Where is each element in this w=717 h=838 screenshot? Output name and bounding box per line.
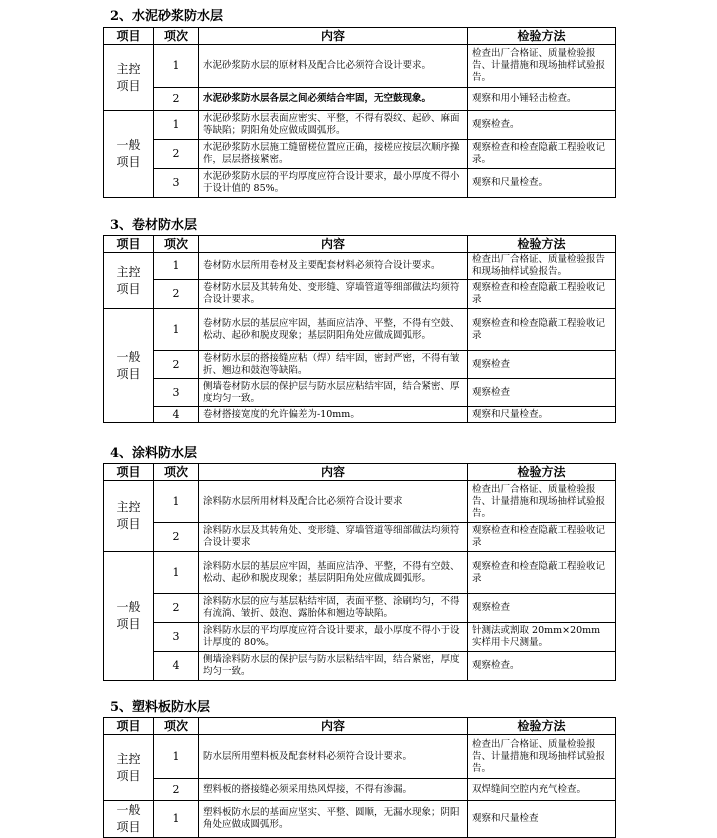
category-general-line1: 一般	[116, 349, 141, 364]
category-general-line2: 项目	[116, 617, 141, 631]
row-content: 防水层所用塑料板及配套材料必须符合设计要求。	[199, 735, 468, 779]
category-general	[104, 552, 154, 681]
table-coating	[103, 463, 616, 681]
row-content: 塑料板的搭接缝必须采用热风焊接，不得有渗漏。	[199, 779, 468, 801]
row-method: 观察检查	[468, 379, 616, 407]
row-method: 针测法或割取 20mm×20mm 实样用卡尺测量。	[468, 623, 616, 652]
row-method: 观察检查和检查隐蔽工程验收记录	[468, 552, 616, 594]
row-method: 观察和尺量检查	[468, 801, 616, 838]
header-method: 检验方法	[468, 718, 616, 735]
table-row	[104, 351, 616, 379]
table-header-row	[104, 28, 616, 45]
category-main-line1: 主控	[116, 500, 141, 514]
header-seq: 项次	[154, 236, 199, 253]
row-content: 水泥砂浆防水层的原材料及配合比必须符合设计要求。	[199, 45, 468, 88]
row-content: 水泥砂浆防水层施工缝留槎位置应正确，接槎应按层次顺序操作，层层搭接紧密。	[199, 140, 468, 169]
row-num: 2	[154, 523, 199, 552]
row-content: 侧墙卷材防水层的保护层与防水层应粘结牢固，结合紧密、厚度均匀一致。	[199, 379, 468, 407]
row-content: 水泥砂浆防水层表面应密实、平整，不得有裂纹、起砂、麻面等缺陷；阴阳角处应做成圆弧形。	[199, 111, 468, 140]
category-general-line2: 项目	[116, 366, 141, 381]
category-general	[104, 801, 154, 838]
row-num: 3	[154, 169, 199, 198]
table-mortar	[103, 27, 616, 198]
category-main-line1: 主控	[116, 751, 141, 766]
row-method: 检查出厂合格证、质量检验报告、计量措施和现场抽样试验报告。	[468, 735, 616, 779]
header-method: 检验方法	[468, 236, 616, 253]
row-num: 3	[154, 379, 199, 407]
row-num: 1	[154, 253, 199, 280]
table-row	[104, 253, 616, 280]
table-row	[104, 779, 616, 801]
table-row	[104, 379, 616, 407]
row-num: 1	[154, 801, 199, 838]
table-row	[104, 111, 616, 140]
table-header-row	[104, 464, 616, 481]
category-main-line2: 项目	[116, 78, 141, 93]
table-row	[104, 552, 616, 594]
table-row	[104, 594, 616, 623]
category-general-line1: 一般	[116, 600, 141, 614]
header-method: 检验方法	[468, 464, 616, 481]
header-content: 内容	[199, 464, 468, 481]
row-num: 4	[154, 652, 199, 681]
row-method: 双焊缝间空腔内充气检查。	[468, 779, 616, 801]
header-item: 项目	[104, 464, 154, 481]
row-num: 1	[154, 481, 199, 523]
category-main	[104, 45, 154, 111]
row-content: 卷材防水层及其转角处、变形缝、穿墙管道等细部做法均须符合设计要求。	[199, 280, 468, 309]
row-method: 观察检查和检查隐蔽工程验收记录	[468, 309, 616, 351]
table-row	[104, 88, 616, 111]
header-content: 内容	[199, 28, 468, 45]
section-title-mortar: 2、水泥砂浆防水层	[110, 9, 224, 24]
row-method: 观察检查和检查隐蔽工程验收记录	[468, 280, 616, 309]
row-content: 侧墙涂料防水层的保护层与防水层粘结牢固，结合紧密，厚度均匀一致。	[199, 652, 468, 681]
table-row	[104, 45, 616, 88]
header-seq: 项次	[154, 718, 199, 735]
row-num: 2	[154, 594, 199, 623]
table-row	[104, 280, 616, 309]
table-header-row	[104, 718, 616, 735]
row-content: 卷材防水层所用卷材及主要配套材料必须符合设计要求。	[199, 253, 468, 280]
category-general-line2: 项目	[116, 820, 141, 834]
header-seq: 项次	[154, 464, 199, 481]
table-row	[104, 623, 616, 652]
row-content: 卷材搭接宽度的允许偏差为-10mm。	[199, 407, 468, 423]
table-row	[104, 169, 616, 198]
row-content: 涂料防水层所用材料及配合比必须符合设计要求	[199, 481, 468, 523]
table-header-row	[104, 236, 616, 253]
row-content: 涂料防水层的应与基层粘结牢固，表面平整、涂刷均匀，不得有流淌、皱折、鼓泡、露胎体和翘边等缺陷。	[199, 594, 468, 623]
row-num: 1	[154, 45, 199, 88]
section-title-membrane: 3、卷材防水层	[110, 218, 198, 233]
row-method: 观察和尺量检查。	[468, 169, 616, 198]
category-main	[104, 735, 154, 801]
category-main-line2: 项目	[116, 768, 141, 783]
category-general-line1: 一般	[116, 803, 141, 817]
row-num: 1	[154, 735, 199, 779]
row-method: 检查出厂合格证、质量检验报告、计量措施和现场抽样试验报告。	[468, 481, 616, 523]
row-method: 观察检查。	[468, 652, 616, 681]
section-title-coating: 4、涂料防水层	[110, 446, 198, 461]
table-row	[104, 801, 616, 838]
row-num: 2	[154, 351, 199, 379]
table-row	[104, 481, 616, 523]
row-content: 卷材防水层的搭接缝应粘（焊）结牢固，密封严密，不得有皱折、翘边和鼓泡等缺陷。	[199, 351, 468, 379]
row-method: 观察检查	[468, 351, 616, 379]
table-row	[104, 407, 616, 423]
row-num: 1	[154, 309, 199, 351]
row-method: 观察检查和检查隐蔽工程验收记录。	[468, 140, 616, 169]
row-method: 观察检查。	[468, 111, 616, 140]
table-row	[104, 523, 616, 552]
table-membrane	[103, 235, 616, 423]
category-general	[104, 111, 154, 198]
header-seq: 项次	[154, 28, 199, 45]
row-method: 检查出厂合格证、质量检验报告、计量措施和现场抽样试验报告。	[468, 45, 616, 88]
row-num: 3	[154, 623, 199, 652]
category-main-line2: 项目	[116, 281, 141, 296]
row-content: 水泥砂浆防水层各层之间必须结合牢固，无空鼓现象。	[199, 88, 468, 111]
header-item: 项目	[104, 718, 154, 735]
row-method: 观察和用小锤轻击检查。	[468, 88, 616, 111]
category-main	[104, 481, 154, 552]
row-content: 涂料防水层的基层应牢固，基面应洁净、平整，不得有空鼓、松动、起砂和脱皮现象；基层阴阳角处应做成圆弧形。	[199, 552, 468, 594]
category-general-line2: 项目	[116, 155, 141, 169]
table-plastic	[103, 717, 616, 838]
row-num: 4	[154, 407, 199, 423]
table-row	[104, 140, 616, 169]
row-content: 涂料防水层的平均厚度应符合设计要求，最小厚度不得小于设计厚度的 80%。	[199, 623, 468, 652]
row-num: 2	[154, 779, 199, 801]
row-num: 2	[154, 88, 199, 111]
category-general-line1: 一般	[116, 138, 141, 152]
category-main	[104, 253, 154, 309]
section-title-plastic: 5、塑料板防水层	[110, 700, 211, 715]
row-content: 涂料防水层及其转角处、变形缝、穿墙管道等细部做法均须符合设计要求	[199, 523, 468, 552]
row-method: 观察检查和检查隐蔽工程验收记录	[468, 523, 616, 552]
row-content: 水泥砂浆防水层的平均厚度应符合设计要求，最小厚度不得小于设计值的 85%。	[199, 169, 468, 198]
row-num: 1	[154, 111, 199, 140]
category-main-line2: 项目	[116, 517, 141, 531]
row-num: 2	[154, 280, 199, 309]
table-row	[104, 652, 616, 681]
row-content: 塑料板防水层的基面应坚实、平整、圆顺，无漏水现象；阴阳角处应做成圆弧形。	[199, 801, 468, 838]
category-main-line1: 主控	[116, 61, 141, 76]
category-general	[104, 309, 154, 423]
table-row	[104, 735, 616, 779]
table-row	[104, 309, 616, 351]
header-content: 内容	[199, 718, 468, 735]
row-method: 观察和尺量检查。	[468, 407, 616, 423]
category-main-line1: 主控	[116, 264, 141, 279]
row-content: 卷材防水层的基层应牢固，基面应洁净、平整，不得有空鼓、松动、起砂和脱皮现象；基层阴阳角处应做成圆弧形。	[199, 309, 468, 351]
header-item: 项目	[104, 28, 154, 45]
header-content: 内容	[199, 236, 468, 253]
row-method: 检查出厂合格证、质量检验报告和现场抽样试验报告。	[468, 253, 616, 280]
row-method: 观察检查	[468, 594, 616, 623]
header-method: 检验方法	[468, 28, 616, 45]
row-num: 2	[154, 140, 199, 169]
row-num: 1	[154, 552, 199, 594]
header-item: 项目	[104, 236, 154, 253]
